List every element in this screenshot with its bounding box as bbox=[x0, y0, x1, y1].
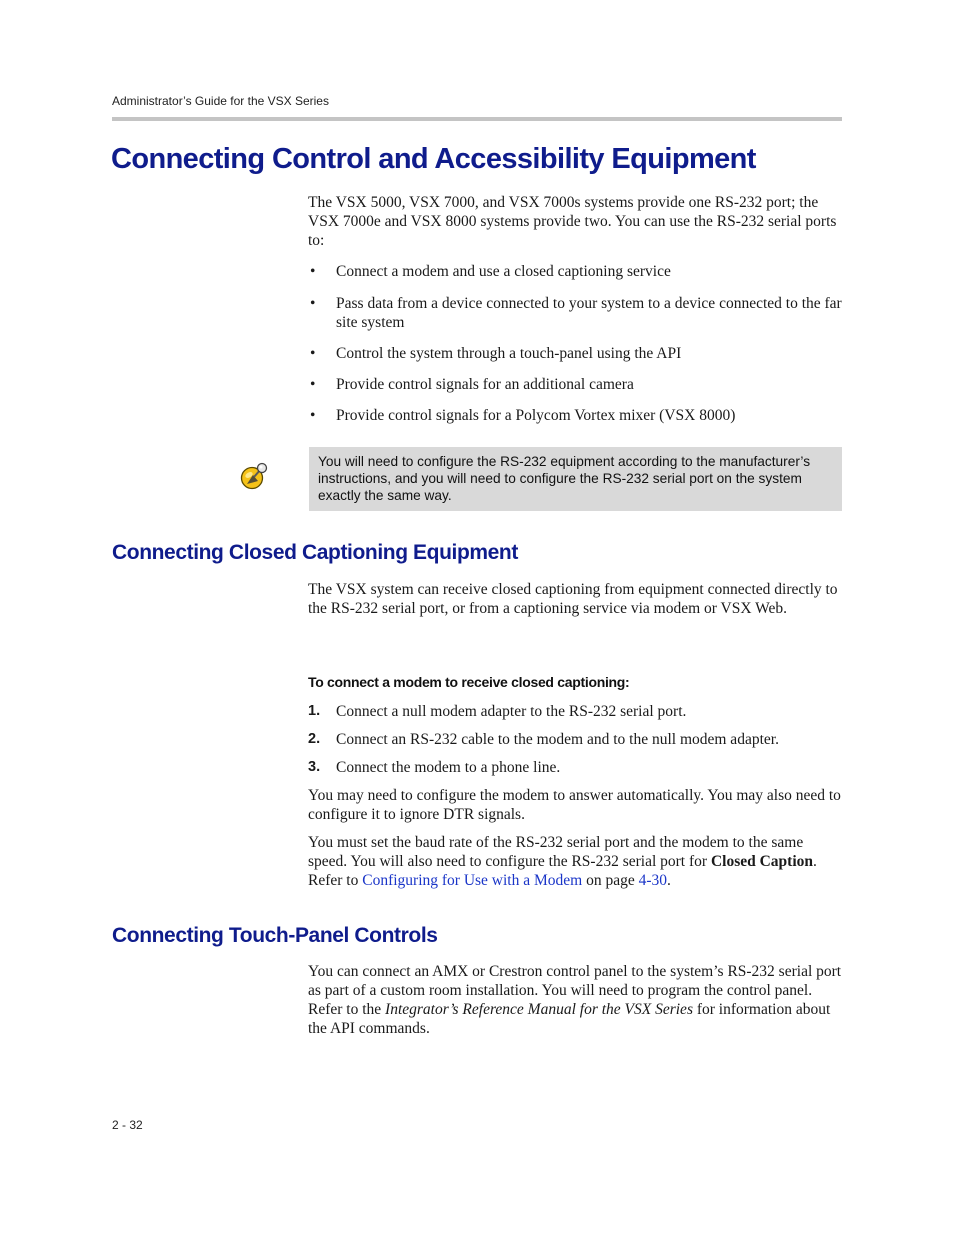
step-number: 2. bbox=[308, 731, 321, 747]
list-item-text: Provide control signals for a Polycom Vortex mixer (VSX 8000) bbox=[336, 407, 736, 424]
list-item-text: Provide control signals for an additional camera bbox=[336, 376, 634, 393]
list-item-text: Pass data from a device connected to your system to a device connected to the far site system bbox=[336, 295, 842, 331]
procedure-step bbox=[308, 702, 842, 721]
dtr-paragraph: You may need to configure the modem to answer automatically. You may also need to configure it to ignore DTR signals. bbox=[308, 787, 841, 823]
text-run: for information about the API commands. bbox=[308, 1001, 831, 1037]
header-rule bbox=[112, 117, 842, 121]
procedure-step bbox=[308, 730, 842, 749]
setting-name: Closed Caption bbox=[710, 853, 813, 870]
text-run: You must set the baud rate of the RS-232 serial port and the modem to the same speed. You will also need to configure the RS-232 serial port for bbox=[308, 834, 804, 870]
bullet-icon: • bbox=[310, 295, 316, 312]
captioning-intro: The VSX system can receive closed captioning from equipment connected directly to the RS-232 serial port, or from a captioning service via modem or VSX Web. bbox=[308, 581, 838, 617]
bullet-icon: • bbox=[310, 345, 316, 362]
baud-paragraph bbox=[308, 833, 842, 890]
step-text: Connect the modem to a phone line. bbox=[336, 759, 561, 776]
page-number: 2 - 32 bbox=[112, 1118, 143, 1132]
bullet-icon: • bbox=[310, 407, 316, 424]
list-item-text: Connect a modem and use a closed captioning service bbox=[336, 263, 671, 280]
manual-title: Integrator’s Reference Manual for the VSX Series bbox=[385, 1001, 693, 1018]
intro-paragraph: The VSX 5000, VSX 7000, and VSX 7000s systems provide one RS-232 port; the VSX 7000e and VSX 8000 systems provide two. You can use the RS-232 serial ports to: bbox=[308, 194, 837, 249]
page-title: Connecting Control and Accessibility Equipment bbox=[111, 143, 756, 175]
text-run: . bbox=[667, 872, 671, 889]
note-pushpin-icon bbox=[239, 461, 269, 491]
bullet-icon: • bbox=[310, 263, 316, 280]
touchpanel-paragraph bbox=[308, 962, 842, 1038]
section-heading-touchpanel: Connecting Touch-Panel Controls bbox=[112, 924, 438, 947]
page-reference-link[interactable]: 4-30 bbox=[638, 872, 668, 889]
modem-config-link[interactable]: Configuring for Use with a Modem bbox=[362, 872, 583, 889]
note-text: You will need to configure the RS-232 equipment according to the manufacturer’s instructions, and you will need to configure the RS-232 serial port on the system exactly the same way. bbox=[318, 454, 811, 503]
list-item bbox=[308, 262, 842, 281]
text-run: on page bbox=[582, 872, 639, 889]
step-text: Connect an RS-232 cable to the modem and to the null modem adapter. bbox=[336, 731, 779, 748]
step-text: Connect a null modem adapter to the RS-232 serial port. bbox=[336, 703, 687, 720]
list-item bbox=[308, 294, 842, 332]
list-item bbox=[308, 344, 842, 363]
list-item bbox=[308, 375, 842, 394]
procedure-step bbox=[308, 758, 842, 777]
note-box bbox=[309, 447, 842, 511]
bullet-icon: • bbox=[310, 376, 316, 393]
step-number: 1. bbox=[308, 703, 321, 719]
list-item bbox=[308, 406, 842, 425]
section-heading-captioning: Connecting Closed Captioning Equipment bbox=[112, 541, 518, 564]
list-item-text: Control the system through a touch-panel using the API bbox=[336, 345, 682, 362]
running-header: Administrator’s Guide for the VSX Series bbox=[112, 94, 329, 108]
step-number: 3. bbox=[308, 759, 321, 775]
text-run: . Refer to bbox=[308, 853, 817, 889]
text-run: You can connect an AMX or Crestron control panel to the system’s RS-232 serial port as part of a custom room installation. You will need to program the control panel. Refer to the bbox=[308, 963, 842, 1018]
procedure-heading: To connect a modem to receive closed captioning: bbox=[308, 674, 630, 690]
